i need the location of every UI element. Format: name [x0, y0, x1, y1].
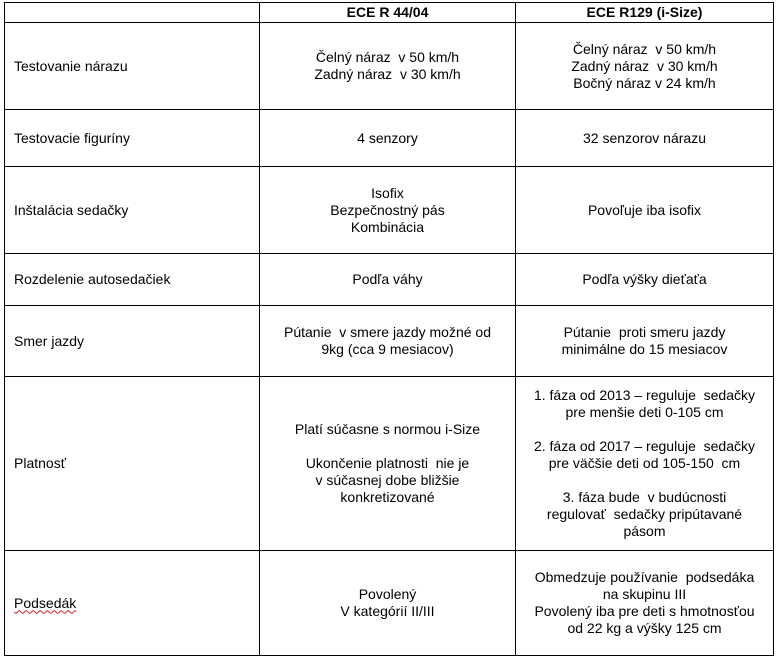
cell-line: 3. fáza bude v budúcnosti: [562, 489, 727, 505]
cell-line: regulovať sedačky pripútavané: [546, 506, 743, 522]
header-blank-cell: [5, 3, 260, 23]
row-label: [5, 377, 260, 551]
cell-spacer: [516, 421, 773, 438]
header-row: [5, 3, 774, 23]
cell-line: Bezpečnostný pás: [330, 201, 445, 218]
row-label-text: Testovanie nárazu: [14, 57, 128, 74]
cell-line: V kategórií II/III: [340, 603, 435, 619]
cell-line: 9kg (cca 9 mesiacov): [321, 341, 454, 357]
table-row: [5, 23, 774, 110]
header-ece-r44: ECE R 44/04: [260, 3, 516, 23]
cell-line: na skupinu III: [602, 586, 687, 602]
row-label: [5, 167, 260, 254]
cell-line: 32 senzorov nárazu: [583, 129, 706, 146]
header-ece-r129: ECE R129 (i-Size): [516, 3, 774, 23]
cell-line: Obmedzuje používanie podsedáka: [534, 569, 755, 585]
row-label-text: Smer jazdy: [14, 332, 85, 349]
ece-r44-cell: [260, 23, 516, 110]
ece-r129-cell: [516, 110, 774, 167]
cell-spacer: [516, 472, 773, 489]
row-label: [5, 306, 260, 377]
row-label: [5, 551, 260, 656]
cell-line: 2. fáza od 2017 – reguluje sedačky: [533, 438, 756, 454]
cell-line: Pútanie v smere jazdy možné od: [284, 324, 491, 340]
cell-line: Čelný náraz v 50 km/h: [315, 49, 460, 65]
cell-line: Podľa váhy: [352, 271, 423, 287]
table-row: [5, 551, 774, 656]
cell-line: 4 senzory: [357, 129, 418, 146]
ece-r44-cell: [260, 377, 516, 551]
row-label-text: Inštalácia sedačky: [14, 201, 129, 218]
cell-line: Zadný náraz v 30 km/h: [571, 57, 718, 74]
cell-line: pásom: [623, 523, 666, 539]
ece-r44-cell: [260, 551, 516, 656]
cell-line: Bočný náraz v 24 km/h: [573, 74, 716, 91]
row-label-text: Platnosť: [14, 455, 66, 471]
cell-line: pre väčšie deti od 105-150 cm: [548, 455, 741, 471]
cell-line: 1. fáza od 2013 – reguluje sedačky: [533, 387, 756, 403]
row-label-text: Testovacie figuríny: [14, 129, 130, 146]
table-row: [5, 167, 774, 254]
cell-line: pre menšie deti 0-105 cm: [565, 404, 724, 420]
ece-r44-cell: [260, 167, 516, 254]
cell-line: Ukončenie platnosti nie je: [305, 455, 470, 471]
cell-line: Podľa výšky dieťaťa: [582, 271, 707, 287]
table-row: [5, 110, 774, 167]
row-label-text: Podsedák: [14, 594, 77, 611]
ece-r129-cell: [516, 23, 774, 110]
cell-line: minimálne do 15 mesiacov: [561, 341, 728, 357]
ece-r129-cell: [516, 254, 774, 306]
ece-r129-cell: [516, 377, 774, 551]
cell-line: v súčasnej dobe bližšie: [315, 472, 460, 488]
cell-line: Povolený iba pre deti s hmotnosťou: [534, 603, 755, 619]
row-label: [5, 23, 260, 110]
cell-line: Platí súčasne s normou i-Size: [294, 421, 481, 437]
table-body: [5, 23, 774, 656]
cell-line: Povoľuje iba isofix: [587, 201, 702, 218]
cell-line: Kombinácia: [350, 218, 425, 235]
table-row: [5, 306, 774, 377]
ece-r129-cell: [516, 306, 774, 377]
cell-line: Povolený: [358, 586, 417, 602]
ece-r44-cell: [260, 110, 516, 167]
table-row: [5, 377, 774, 551]
ece-r44-cell: [260, 306, 516, 377]
ece-r129-cell: [516, 167, 774, 254]
row-label: [5, 110, 260, 167]
table-row: [5, 254, 774, 306]
row-label-text: Rozdelenie autosedačiek: [14, 271, 171, 287]
cell-line: Čelný náraz v 50 km/h: [572, 40, 717, 57]
ece-r44-cell: [260, 254, 516, 306]
cell-line: konkretizované: [340, 489, 435, 505]
comparison-table: [4, 2, 774, 656]
cell-line: Pútanie proti smeru jazdy: [563, 324, 726, 340]
ece-r129-cell: [516, 551, 774, 656]
cell-spacer: [260, 438, 515, 455]
cell-line: Isofix: [371, 184, 404, 201]
cell-line: Zadný náraz v 30 km/h: [314, 66, 461, 82]
cell-line: od 22 kg a výšky 125 cm: [567, 620, 722, 636]
row-label: [5, 254, 260, 306]
